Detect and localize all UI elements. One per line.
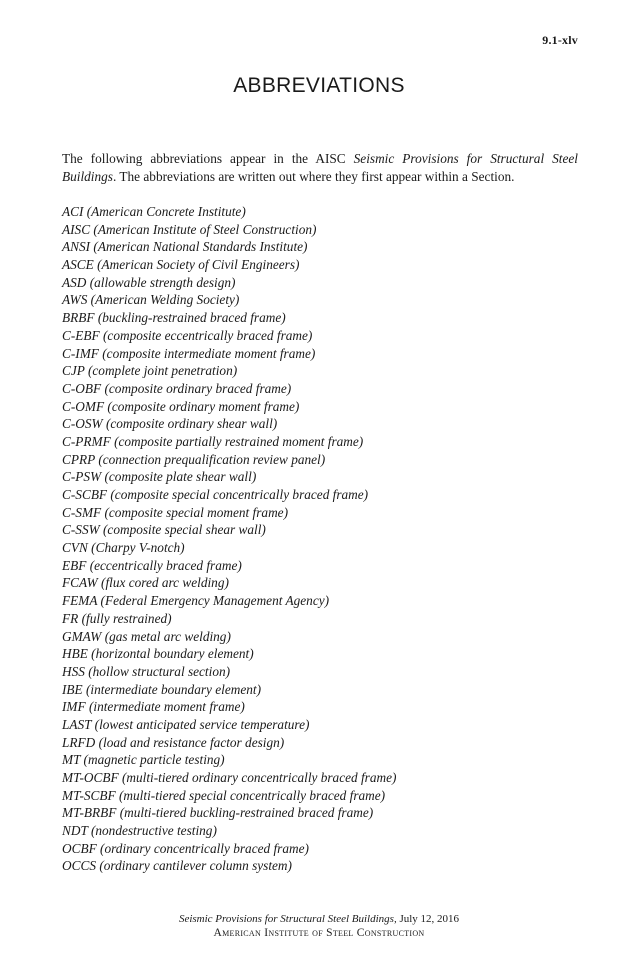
abbreviation-item: CPRP (connection prequalification review panel) (62, 451, 326, 467)
abbreviation-item: GMAW (gas metal arc welding) (62, 628, 231, 644)
abbreviation-item: CJP (complete joint penetration) (62, 363, 238, 379)
abbreviation-item: C-IMF (composite intermediate moment frame) (62, 345, 316, 361)
abbreviation-item: C-OBF (composite ordinary braced frame) (62, 380, 292, 396)
page-title: ABBREVIATIONS (233, 74, 405, 97)
abbreviation-item: OCBF (ordinary concentrically braced frame) (62, 840, 309, 856)
page-number: 9.1-xlv (542, 33, 578, 47)
abbreviation-item: C-OSW (composite ordinary shear wall) (62, 416, 278, 432)
abbreviation-item: MT-SCBF (multi-tiered special concentrically braced frame) (62, 787, 386, 803)
intro-text-start: The following abbreviations appear in the AISC (62, 151, 354, 166)
abbreviation-item: FCAW (flux cored arc welding) (62, 575, 229, 591)
abbreviation-item: C-PRMF (composite partially restrained moment frame) (62, 433, 364, 449)
abbreviation-item: EBF (eccentrically braced frame) (62, 557, 242, 573)
abbreviation-item: LRFD (load and resistance factor design) (62, 734, 285, 750)
abbreviation-list (62, 203, 396, 875)
intro-text-end: . The abbreviations are written out where they first appear within a Section. (112, 169, 515, 184)
abbreviation-item: MT-OCBF (multi-tiered ordinary concentrically braced frame) (62, 770, 397, 785)
abbreviation-item: FEMA (Federal Emergency Management Agency) (62, 593, 330, 609)
abbreviation-item: BRBF (buckling-restrained braced frame) (62, 310, 286, 326)
abbreviation-item: FR (fully restrained) (62, 610, 172, 626)
abbreviation-item: MT (magnetic particle testing) (62, 752, 225, 768)
footer-date: July 12, 2016 (396, 913, 460, 925)
abbreviation-item: ASCE (American Society of Civil Engineers) (62, 257, 300, 273)
abbreviation-item: C-SCBF (composite special concentrically braced frame) (62, 487, 369, 502)
abbreviation-item: C-SMF (composite special moment frame) (62, 504, 288, 520)
intro-paragraph (62, 150, 578, 186)
abbreviation-item: AWS (American Welding Society) (62, 292, 240, 308)
footer-title (0, 912, 638, 926)
abbreviation-item: HBE (horizontal boundary element) (62, 646, 254, 662)
abbreviation-item: NDT (nondestructive testing) (62, 823, 217, 839)
abbreviation-item: C-OMF (composite ordinary moment frame) (62, 398, 300, 414)
abbreviation-item: MT-BRBF (multi-tiered buckling-restrained braced frame) (62, 805, 374, 821)
abbreviation-item: C-PSW (composite plate shear wall) (62, 469, 257, 485)
abbreviation-item: C-SSW (composite special shear wall) (62, 522, 266, 538)
abbreviation-item: LAST (lowest anticipated service temperature) (62, 716, 310, 732)
footer-organization: American Institute of Steel Construction (213, 927, 425, 939)
abbreviation-item: IBE (intermediate boundary element) (62, 681, 262, 697)
abbreviation-item: CVN (Charpy V-notch) (62, 540, 185, 556)
abbreviation-item: C-EBF (composite eccentrically braced frame) (62, 327, 313, 343)
page-footer (0, 912, 638, 940)
footer-document-title: Seismic Provisions for Structural Steel Buildings, (178, 913, 397, 925)
abbreviation-item: OCCS (ordinary cantilever column system) (62, 858, 292, 874)
abbreviation-item: IMF (intermediate moment frame) (62, 699, 245, 715)
abbreviation-item: ACI (American Concrete Institute) (62, 204, 246, 219)
intro-text-italic: Seismic Provisions for Structural Steel Buildings (62, 151, 578, 184)
abbreviation-item: ASD (allowable strength design) (62, 274, 236, 290)
abbreviation-item: ANSI (American National Standards Institute) (62, 239, 308, 255)
abbreviation-item: HSS (hollow structural section) (62, 663, 231, 679)
abbreviation-item: AISC (American Institute of Steel Construction) (62, 221, 317, 237)
